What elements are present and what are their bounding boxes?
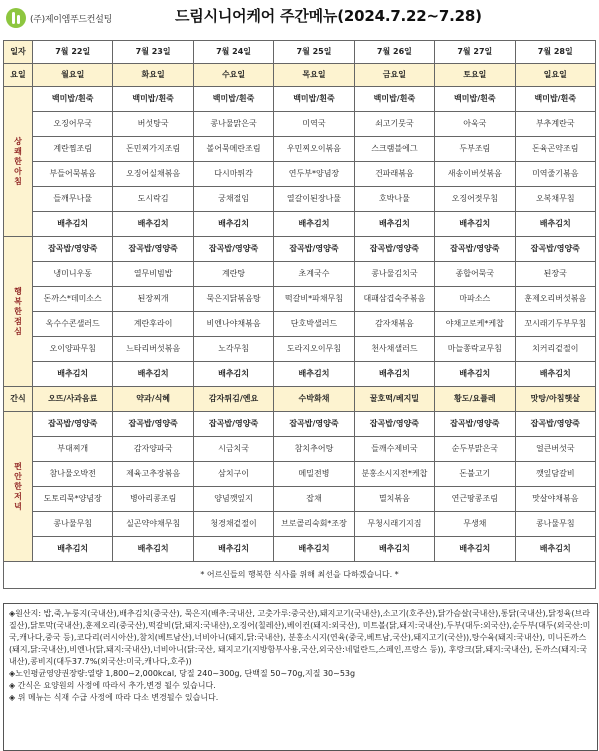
dinner-menu-item: 얼큰버섯국 [515,437,595,462]
dinner-row [4,487,596,512]
lunch-menu-item: 배추김치 [354,362,434,387]
dinner-row [4,437,596,462]
dinner-menu-item: 잡곡밥/영양죽 [515,412,595,437]
dinner-menu-item: 참나물오박전 [33,462,113,487]
lunch-menu-item: 감자채볶음 [354,312,434,337]
snack-cell: 황도/요플레 [435,387,515,412]
lunch-row [4,287,596,312]
dinner-menu-item: 무청시래기지짐 [354,512,434,537]
dinner-menu-item: 멸치볶음 [354,487,434,512]
breakfast-menu-item: 배추김치 [113,212,193,237]
lunch-menu-item: 잡곡밥/영양죽 [274,237,354,262]
day-cell: 화요일 [113,64,193,87]
date-cell: 7월 27일 [435,41,515,64]
date-label: 일자 [4,41,33,64]
lunch-menu-item: 잡곡밥/영양죽 [33,237,113,262]
breakfast-menu-item: 돈육곤약조림 [515,137,595,162]
breakfast-menu-item: 오징어젓무침 [435,187,515,212]
breakfast-row [4,137,596,162]
lunch-menu-item: 종합어묵국 [435,262,515,287]
dinner-menu-item: 도토리묵*양념장 [33,487,113,512]
lunch-menu-item: 도라지오이무침 [274,337,354,362]
lunch-menu-item: 천사채샐러드 [354,337,434,362]
breakfast-menu-item: 부추계란국 [515,112,595,137]
dinner-menu-item: 배추김치 [113,537,193,562]
dinner-menu-item: 실곤약야채무침 [113,512,193,537]
snack-cell: 약과/식혜 [113,387,193,412]
day-cell: 금요일 [354,64,434,87]
dinner-menu-item: 연근땅콩조림 [435,487,515,512]
lunch-menu-item: 비엔나야채볶음 [193,312,273,337]
lunch-row [4,262,596,287]
dinner-menu-item: 참치추어탕 [274,437,354,462]
breakfast-menu-item: 계란찜조림 [33,137,113,162]
breakfast-menu-item: 돈민찌가지조림 [113,137,193,162]
day-row [4,64,596,87]
day-cell: 수요일 [193,64,273,87]
lunch-menu-item: 초계국수 [274,262,354,287]
date-row [4,41,596,64]
menu-change-note: ◈ 위 메뉴는 식재 수급 사정에 따라 다소 변경될수 있습니다. [9,693,219,702]
lunch-menu-item: 콩나물김치국 [354,262,434,287]
dinner-menu-item: 잡곡밥/영양죽 [354,412,434,437]
lunch-menu-item: 단호박샐러드 [274,312,354,337]
breakfast-menu-item: 배추김치 [354,212,434,237]
lunch-menu-item: 꼬시래기두부무침 [515,312,595,337]
day-cell: 목요일 [274,64,354,87]
breakfast-menu-item: 호박나물 [354,187,434,212]
snack-cell: 수박화채 [274,387,354,412]
lunch-row [4,337,596,362]
breakfast-menu-item: 오복채무침 [515,187,595,212]
company-logo [6,8,112,28]
lunch-menu-item: 옥수수콘샐러드 [33,312,113,337]
breakfast-menu-item: 배추김치 [515,212,595,237]
lunch-row [4,312,596,337]
lunch-menu-item: 잡곡밥/영양죽 [193,237,273,262]
dinner-menu-item: 시금치국 [193,437,273,462]
footer-notes [3,603,598,751]
dinner-menu-item: 깻잎담갈비 [515,462,595,487]
breakfast-menu-item: 오징어무국 [33,112,113,137]
lunch-menu-item: 훈제오리버섯볶음 [515,287,595,312]
dinner-menu-item: 콩나물무침 [33,512,113,537]
breakfast-menu-item: 콩나물맑은국 [193,112,273,137]
breakfast-menu-item: 새송이버섯볶음 [435,162,515,187]
dinner-row [4,512,596,537]
snack-cell: 맛탕/아침햇살 [515,387,595,412]
lunch-row [4,237,596,262]
breakfast-menu-item: 백미밥/흰죽 [435,87,515,112]
breakfast-menu-item: 부들어묵볶음 [33,162,113,187]
lunch-menu-item: 떡갈비*파채무침 [274,287,354,312]
dinner-row [4,412,596,437]
lunch-menu-item: 배추김치 [515,362,595,387]
dinner-menu-item: 제육고추장볶음 [113,462,193,487]
lunch-menu-item: 묵은지닭볶음탕 [193,287,273,312]
dinner-menu-item: 분홍소시지전*케찹 [354,462,434,487]
dinner-menu-item: 콩나물무침 [515,512,595,537]
lunch-menu-item: 배추김치 [193,362,273,387]
date-cell: 7월 22일 [33,41,113,64]
dinner-menu-item: 잡곡밥/영양죽 [274,412,354,437]
lunch-menu-item: 치커리겉절이 [515,337,595,362]
dinner-menu-item: 잡채 [274,487,354,512]
breakfast-menu-item: 배추김치 [193,212,273,237]
breakfast-menu-item: 스크램블에그 [354,137,434,162]
dinner-menu-item: 양념깻잎지 [193,487,273,512]
lunch-label: 행복한점심 [4,237,33,387]
lunch-menu-item: 냉미니우동 [33,262,113,287]
day-cell: 토요일 [435,64,515,87]
lunch-menu-item: 배추김치 [274,362,354,387]
breakfast-menu-item: 쇠고기뭇국 [354,112,434,137]
dinner-row [4,537,596,562]
note-row [4,562,596,589]
dinner-menu-item: 배추김치 [435,537,515,562]
snack-cell: 꿀호떡/베지밀 [354,387,434,412]
dinner-menu-item: 배추김치 [515,537,595,562]
breakfast-menu-item: 백미밥/흰죽 [113,87,193,112]
dinner-menu-item: 무생채 [435,512,515,537]
breakfast-menu-item: 배추김치 [435,212,515,237]
lunch-menu-item: 계란후라이 [113,312,193,337]
lunch-menu-item: 잡곡밥/영양죽 [435,237,515,262]
lunch-menu-item: 돈까스*데미소스 [33,287,113,312]
date-cell: 7월 28일 [515,41,595,64]
dinner-menu-item: 병아리콩조림 [113,487,193,512]
breakfast-row [4,187,596,212]
logo-text: (주)제이엠푸드컨설팅 [30,14,112,25]
breakfast-menu-item: 열갈이된장나물 [274,187,354,212]
lunch-menu-item: 잡곡밥/영양죽 [515,237,595,262]
dinner-menu-item: 맛살야채볶음 [515,487,595,512]
dinner-menu-item: 청경채겉절이 [193,512,273,537]
breakfast-menu-item: 두부조림 [435,137,515,162]
dinner-menu-item: 잡곡밥/영양죽 [113,412,193,437]
dinner-menu-item: 돈불고기 [435,462,515,487]
date-cell: 7월 23일 [113,41,193,64]
dinner-menu-item: 배추김치 [193,537,273,562]
day-cell: 월요일 [33,64,113,87]
lunch-menu-item: 마파소스 [435,287,515,312]
dinner-row [4,462,596,487]
breakfast-row [4,162,596,187]
day-cell: 일요일 [515,64,595,87]
lunch-menu-item: 계란탕 [193,262,273,287]
breakfast-menu-item: 우민찌오이볶음 [274,137,354,162]
dinner-menu-item: 브로콜리숙회*조장 [274,512,354,537]
lunch-menu-item: 노각무침 [193,337,273,362]
dinner-menu-item: 잡곡밥/영양죽 [435,412,515,437]
dinner-menu-item: 배추김치 [274,537,354,562]
breakfast-menu-item: 볼어묵메란조림 [193,137,273,162]
breakfast-menu-item: 배추김치 [33,212,113,237]
breakfast-menu-item: 미역줄기볶음 [515,162,595,187]
lunch-menu-item: 배추김치 [33,362,113,387]
date-cell: 7월 25일 [274,41,354,64]
breakfast-menu-item: 도시락김 [113,187,193,212]
snack-note: ◈ 간식은 요양원의 사정에 따라서 추가,변경 될수 있습니다. [9,681,216,690]
lunch-menu-item: 오이양파무침 [33,337,113,362]
date-cell: 7월 24일 [193,41,273,64]
snack-row [4,387,596,412]
lunch-menu-item: 된장찌개 [113,287,193,312]
breakfast-menu-item: 궁채절임 [193,187,273,212]
breakfast-menu-item: 백미밥/흰죽 [354,87,434,112]
breakfast-menu-item: 미역국 [274,112,354,137]
breakfast-menu-item: 백미밥/흰죽 [33,87,113,112]
day-label: 요일 [4,64,33,87]
dinner-menu-item: 메밀전병 [274,462,354,487]
date-cell: 7월 26일 [354,41,434,64]
breakfast-label: 상쾌한아침 [4,87,33,237]
lunch-menu-item: 잡곡밥/영양죽 [354,237,434,262]
lunch-menu-item: 느타리버섯볶음 [113,337,193,362]
lunch-menu-item: 배추김치 [113,362,193,387]
breakfast-menu-item: 버섯탕국 [113,112,193,137]
breakfast-menu-item: 아욱국 [435,112,515,137]
breakfast-row [4,112,596,137]
breakfast-row [4,212,596,237]
breakfast-menu-item: 백미밥/흰죽 [274,87,354,112]
breakfast-menu-item: 배추김치 [274,212,354,237]
page-title: 드림시니어케어 주간메뉴(2024.7.22~7.28) [175,7,482,25]
breakfast-menu-item: 연두부*양념장 [274,162,354,187]
breakfast-menu-item: 백미밥/흰죽 [193,87,273,112]
dinner-menu-item: 감자양파국 [113,437,193,462]
dinner-menu-item: 배추김치 [33,537,113,562]
dinner-menu-item: 잡곡밥/영양죽 [33,412,113,437]
lunch-menu-item: 대패삼겹숙주볶음 [354,287,434,312]
dinner-menu-item: 삼치구이 [193,462,273,487]
origin-info: ◈원산지: 밥,죽,누룽지(국내산),배추김치(중국산), 묵은지(배추:국내산, 고춧가루:중국산),돼지고기(국내산),소고기(호주산),닭가슴살(국내산),통닭(국내산),닭정육(브라질산),닭토막(국내산),훈제오리(중국산),떡갈비(닭,돼지:국내산),오징어(칠레산),베이컨(돼지:외국산), 미트볼(닭,돼지:국내산),두부(대두:외국산),순두부(대두(외국산:미국,캐나다,중국 등),코다리(러시아산),참치(베트남산),너비아니(돼지,닭:국내산), 분홍소시지(연육(중국,베트남,국산),돼지고기(국산)),탕수육(돼지:국내산), 미니돈까스(돼지,닭:국내산),비엔나(닭,돼지:국내산),너비아니(닭:국산, 돼지고기(지방함부사용,국산,외국산:네덜란드,스페인,프랑스 등)), 후랑크(닭,돼지:국내산), 돈까스(돼지:국내산),콩비지(대두37.7%(외국산:미국,캐나다,호주)) [9,609,591,666]
logo-icon [6,8,26,28]
breakfast-menu-item: 건파래볶음 [354,162,434,187]
snack-cell: 감자튀김/옌요 [193,387,273,412]
lunch-menu-item: 열무비빔밥 [113,262,193,287]
lunch-row [4,362,596,387]
snack-label: 간식 [4,387,33,412]
dinner-menu-item: 배추김치 [354,537,434,562]
lunch-menu-item: 배추김치 [435,362,515,387]
dinner-menu-item: 잡곡밥/영양죽 [193,412,273,437]
lunch-menu-item: 된장국 [515,262,595,287]
breakfast-menu-item: 들깨무나물 [33,187,113,212]
lunch-menu-item: 잡곡밥/영양죽 [113,237,193,262]
header [0,0,599,36]
breakfast-menu-item: 다시마튀각 [193,162,273,187]
snack-cell: 오뜨/사과음료 [33,387,113,412]
dinner-menu-item: 순두부맑은국 [435,437,515,462]
lunch-menu-item: 마늘쫑락교무침 [435,337,515,362]
dinner-label: 편안한저녁 [4,412,33,562]
lunch-menu-item: 야채고로케*케찹 [435,312,515,337]
breakfast-menu-item: 오징어실채볶음 [113,162,193,187]
nutrition-info: ◈노인평균영양권장량:열량 1,800~2,000kcal, 당질 240~300g, 단백질 50~70g,지질 30~53g [9,669,356,678]
breakfast-row [4,87,596,112]
dinner-menu-item: 부대찌개 [33,437,113,462]
dinner-menu-item: 들깨수제비국 [354,437,434,462]
table-note: * 어르신들의 행복한 식사를 위해 최선을 다하겠습니다. * [4,562,596,589]
weekly-menu-table [3,40,596,589]
breakfast-menu-item: 백미밥/흰죽 [515,87,595,112]
